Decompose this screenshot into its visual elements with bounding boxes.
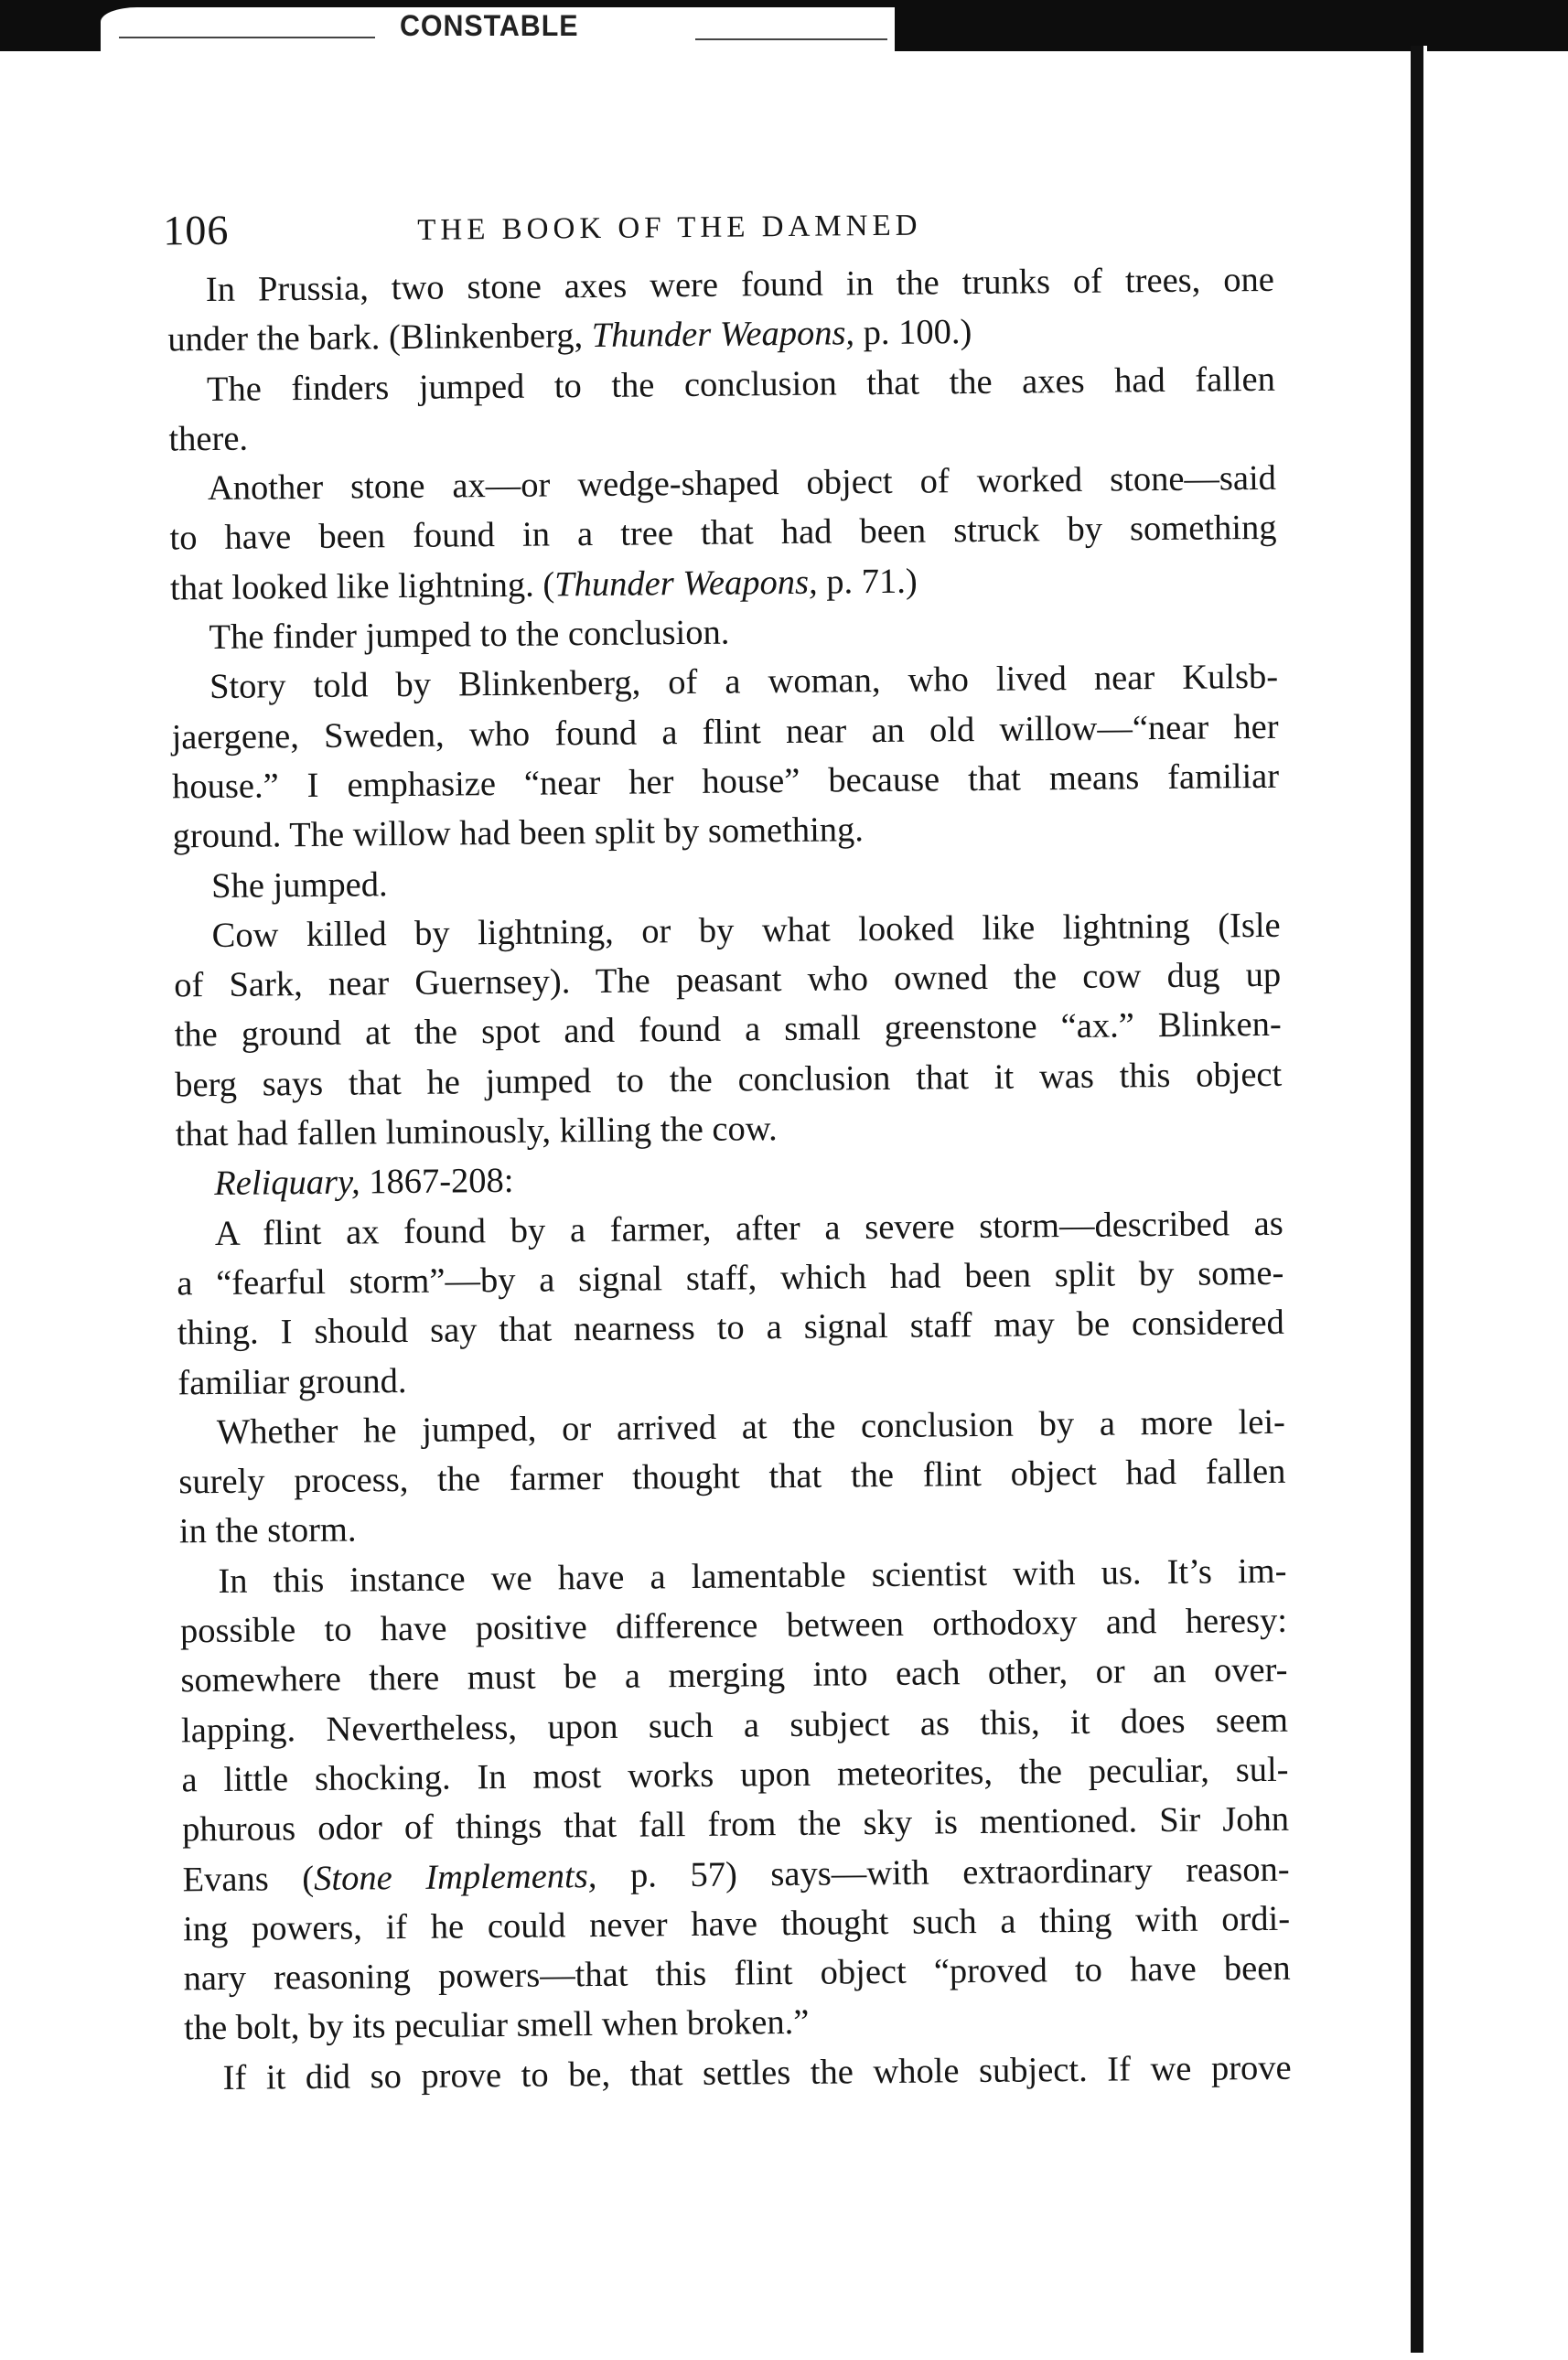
text-run: ground. The willow had been split by something.	[172, 810, 865, 856]
text-run: p. 100.)	[854, 313, 972, 353]
text-run: in the storm.	[178, 1510, 357, 1551]
text-run: familiar ground.	[177, 1361, 407, 1402]
text-run: jaergene, Sweden, who found a flint near an old willow—“near her	[171, 707, 1279, 757]
text-run: Cow killed by lightning, or by what looked like lightning (Isle	[211, 906, 1281, 955]
text-run: somewhere there must be a merging into each other, or an over-	[180, 1651, 1288, 1700]
page-number: 106	[163, 206, 230, 254]
text-line	[169, 503, 1276, 563]
text-run: under the bark. (Blinkenberg,	[167, 316, 592, 359]
text-run: In this instance we have a lamentable scientist with us. It’s im-	[218, 1551, 1287, 1601]
text-run: phurous odor of things that fall from the sky is mentioned. Sir John	[181, 1799, 1290, 1850]
italic-citation: Reliquary,	[214, 1163, 360, 1204]
text-run: p. 57) says—with extraordinary reason-	[596, 1850, 1290, 1895]
text-run: ing powers, if he could never have thought such a thing with ordi-	[182, 1899, 1291, 1949]
text-run: berg says that he jumped to the conclusion that it was this object	[175, 1055, 1283, 1105]
text-run: She jumped.	[210, 864, 388, 906]
text-run: The finders jumped to the conclusion that the axes had fallen	[206, 359, 1276, 409]
text-line	[184, 2043, 1291, 2103]
text-run: the ground at the spot and found a small greenstone “ax.” Blinken-	[174, 1005, 1282, 1055]
text-run: Another stone ax—or wedge-shaped object of worked stone—said	[207, 459, 1277, 509]
body-text	[167, 255, 1292, 2104]
text-run: A flint ax found by a farmer, after a severe storm—described as	[214, 1204, 1283, 1253]
text-run: lapping. Nevertheless, upon such a subject as this, it does seem	[180, 1700, 1289, 1750]
text-run: surely process, the farmer thought that the flint object had fallen	[178, 1452, 1286, 1502]
text-run: nary reasoning powers—that this flint object “proved to have been	[183, 1948, 1291, 1999]
italic-citation: Thunder Weapons,	[591, 314, 855, 356]
text-run: p. 71.)	[817, 562, 918, 602]
text-run: there.	[168, 419, 249, 459]
text-run: In Prussia, two stone axes were found in the trunks of trees, one	[205, 260, 1275, 310]
text-run: house.” I emphasize “near her house” because that means familiar	[171, 756, 1280, 807]
text-run: a little shocking. In most works upon meteorites, the peculiar, sul-	[181, 1750, 1289, 1800]
text-run: Story told by Blinkenberg, of a woman, who lived near Kulsb-	[209, 658, 1279, 707]
text-run: a “fearful storm”—by a signal staff, which had been split by some-	[177, 1253, 1284, 1303]
text-run: to have been found in a tree that had been struck by something	[169, 509, 1277, 558]
italic-citation: Stone Implements,	[313, 1856, 597, 1898]
running-head	[163, 193, 1298, 259]
text-run: possible to have positive difference between orthodoxy and heresy:	[179, 1601, 1288, 1651]
text-run: of Sark, near Guernsey). The peasant who owned the cow dug up	[174, 955, 1282, 1005]
scan-header-label: CONSTABLE	[400, 9, 579, 42]
book-title: THE BOOK OF THE DAMNED	[417, 209, 922, 247]
italic-citation: Thunder Weapons,	[554, 563, 818, 605]
text-run: the bolt, by its peculiar smell when broken.”	[183, 2003, 810, 2048]
text-run: 1867-208:	[360, 1162, 514, 1202]
text-run: The finder jumped to the conclusion.	[209, 613, 730, 658]
text-run: that looked like lightning. (	[169, 565, 555, 608]
text-run: thing. I should say that nearness to a signal staff may be considered	[177, 1303, 1285, 1353]
text-run: that had fallen luminously, killing the cow.	[175, 1110, 778, 1154]
text-line	[177, 1298, 1284, 1358]
text-run: Whether he jumped, or arrived at the conclusion by a more lei-	[216, 1402, 1286, 1452]
text-run: If it did so prove to be, that settles the whole subject. If we prove	[222, 2048, 1292, 2097]
text-run: Evans (	[182, 1859, 315, 1899]
text-line	[168, 354, 1275, 414]
